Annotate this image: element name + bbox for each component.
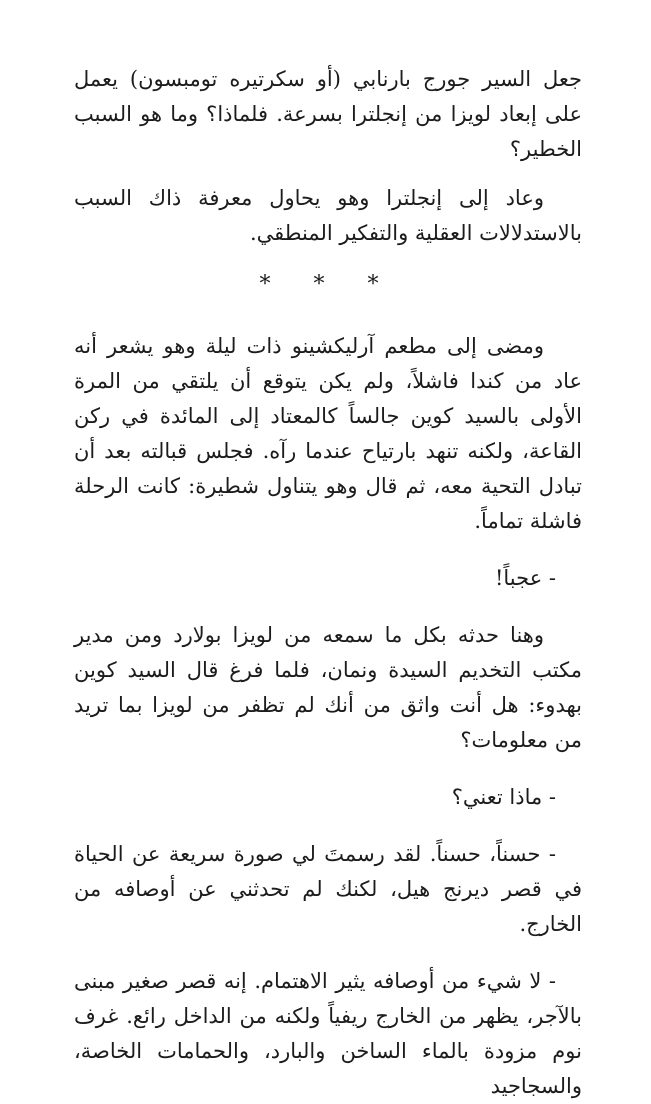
dialogue-2: - ماذا تعني؟	[451, 785, 556, 809]
paragraph-3: ومضى إلى مطعم آرليكشينو ذات ليلة وهو يشعر أنه عاد من كندا فاشلاً، ولم يكن يتوقع أن يلتقي من المرة الأولى بالسيد كوين جالساً كالمعتاد إلى المائدة في ركن القاعة، ولكنه تنهد بارتياح عندما رآه. فجلس قبالته بعد أن تبادل التحية معه، ثم قال وهو يتناول شطيرة: كانت الرحلة فاشلة تماماً.	[74, 334, 582, 533]
paragraph-2: وعاد إلى إنجلترا وهو يحاول معرفة ذاك السبب بالاستدلالات العقلية والتفكير المنطقي.	[74, 186, 582, 245]
dialogue-1: - عجباً!	[494, 566, 556, 590]
paragraph-1: جعل السير جورج بارنابي (أو سكرتيره تومبسون) يعمل على إبعاد لويزا من إنجلترا بسرعة. فلماذا؟ وما هو السبب الخطير؟	[74, 67, 582, 161]
page-body	[74, 62, 582, 1104]
paragraph-4: وهنا حدثه بكل ما سمعه من لويزا بولارد ومن مدير مكتب التخديم السيدة ونمان، فلما فرغ قال السيد كوين بهدوء: هل أنت واثق من أنك لم تظفر من لويزا بما تريد من معلومات؟	[74, 623, 582, 752]
dialogue-3: - حسناً، حسناً. لقد رسمتَ لي صورة سريعة عن الحياة في قصر ديرنج هيل، لكنك لم تحدثني عن أوصافه من الخارج.	[74, 842, 582, 936]
dialogue-4: - لا شيء من أوصافه يثير الاهتمام. إنه قصر صغير مبنى بالآجر، يظهر من الخارج ريفياً ولكنه من الداخل رائع. غرف نوم مزودة بالماء الساخن والبارد، والحمامات الخاصة، والسجاجيد	[74, 969, 582, 1098]
section-separator: * * *	[259, 272, 397, 297]
